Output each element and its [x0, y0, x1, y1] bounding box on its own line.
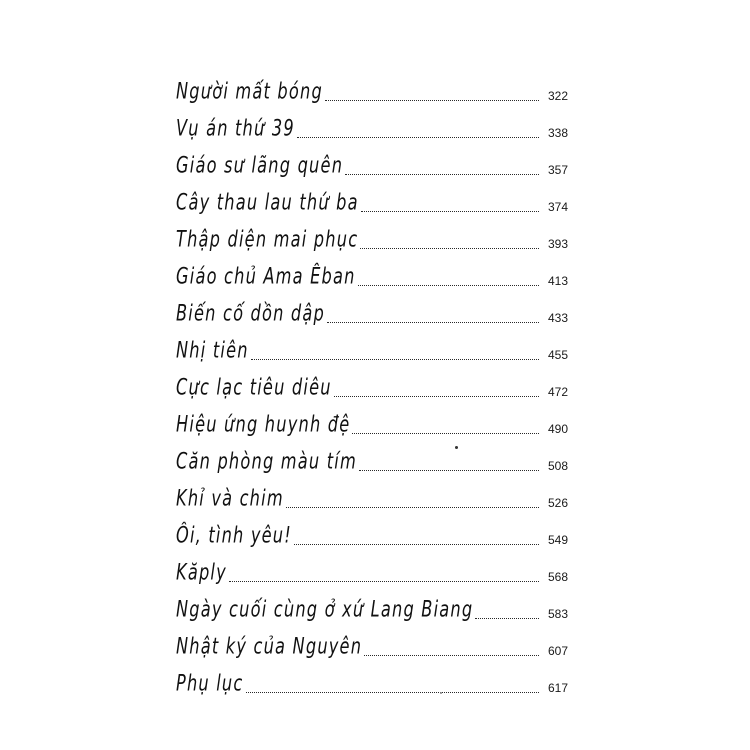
dot-leader — [352, 433, 539, 434]
toc-entry — [176, 625, 568, 662]
toc-entry-title: Căn phòng màu tím — [176, 448, 357, 475]
toc-entry-title: Vụ án thứ 39 — [176, 115, 295, 142]
toc-entry-page: 338 — [547, 126, 568, 140]
toc-entry-page: 357 — [547, 163, 568, 177]
toc-entry-title: Người mất bóng — [176, 78, 323, 105]
dot-leader — [325, 100, 539, 101]
toc-entry-page: 617 — [547, 681, 568, 695]
toc-entry-title: Giáo sư lãng quên — [176, 152, 344, 179]
toc-entry-title: Ôi, tình yêu! — [176, 522, 292, 549]
print-speck — [455, 446, 458, 449]
dot-leader — [359, 470, 539, 471]
toc-entry-title: Kăply — [176, 559, 227, 586]
toc-entry-title: Cây thau lau thứ ba — [176, 189, 359, 216]
toc-entry-title: Hiệu ứng huynh đệ — [176, 411, 351, 438]
toc-entry-page: 549 — [547, 533, 568, 547]
dot-leader — [294, 544, 539, 545]
dot-leader — [297, 137, 539, 138]
dot-leader — [229, 581, 539, 582]
toc-entry-title: Cực lạc tiêu diêu — [176, 374, 332, 401]
toc-entry-page: 583 — [547, 607, 568, 621]
dot-leader — [334, 396, 539, 397]
toc-entry-title: Ngày cuối cùng ở xứ Lang Biang — [176, 596, 474, 623]
dot-leader — [251, 359, 539, 360]
toc-entry-page: 526 — [547, 496, 568, 510]
toc-entry-title: Nhị tiên — [176, 337, 249, 364]
toc-entry — [176, 144, 568, 181]
dot-leader — [345, 174, 539, 175]
toc-entry — [176, 514, 568, 551]
toc-entry — [176, 292, 568, 329]
toc-entry — [176, 107, 568, 144]
toc-entry-title: Biến cố dồn dập — [176, 300, 326, 327]
toc-entry-page: 490 — [547, 422, 568, 436]
toc-entry-title: Nhật ký của Nguyên — [176, 633, 363, 660]
toc-entry — [176, 329, 568, 366]
toc-entry-page: 374 — [547, 200, 568, 214]
toc-entry — [176, 218, 568, 255]
toc-entry — [176, 588, 568, 625]
toc-entry-page: 455 — [547, 348, 568, 362]
toc-entry-page: 433 — [547, 311, 568, 325]
toc-entry-page: 508 — [547, 459, 568, 473]
dot-leader — [358, 285, 539, 286]
dot-leader — [286, 507, 539, 508]
table-of-contents — [176, 70, 568, 699]
dot-leader — [475, 618, 539, 619]
print-speck — [440, 692, 442, 694]
toc-entry-page: 322 — [547, 89, 568, 103]
toc-entry-title: Thập diện mai phục — [176, 226, 359, 253]
toc-entry — [176, 366, 568, 403]
dot-leader — [360, 248, 539, 249]
dot-leader — [327, 322, 539, 323]
toc-entry-title: Giáo chủ Ama Êban — [176, 263, 356, 290]
toc-entry-page: 413 — [547, 274, 568, 288]
toc-entry-page: 607 — [547, 644, 568, 658]
dot-leader — [361, 211, 539, 212]
toc-entry — [176, 70, 568, 107]
toc-entry — [176, 477, 568, 514]
toc-entry — [176, 662, 568, 699]
toc-entry — [176, 403, 568, 440]
dot-leader — [364, 655, 539, 656]
toc-entry — [176, 255, 568, 292]
toc-entry — [176, 440, 568, 477]
toc-entry-page: 393 — [547, 237, 568, 251]
dot-leader — [246, 692, 539, 693]
toc-entry-title: Khỉ và chim — [176, 485, 284, 512]
toc-entry-title: Phụ lục — [176, 670, 244, 697]
toc-entry — [176, 181, 568, 218]
toc-entry-page: 472 — [547, 385, 568, 399]
toc-entry-page: 568 — [547, 570, 568, 584]
toc-entry — [176, 551, 568, 588]
